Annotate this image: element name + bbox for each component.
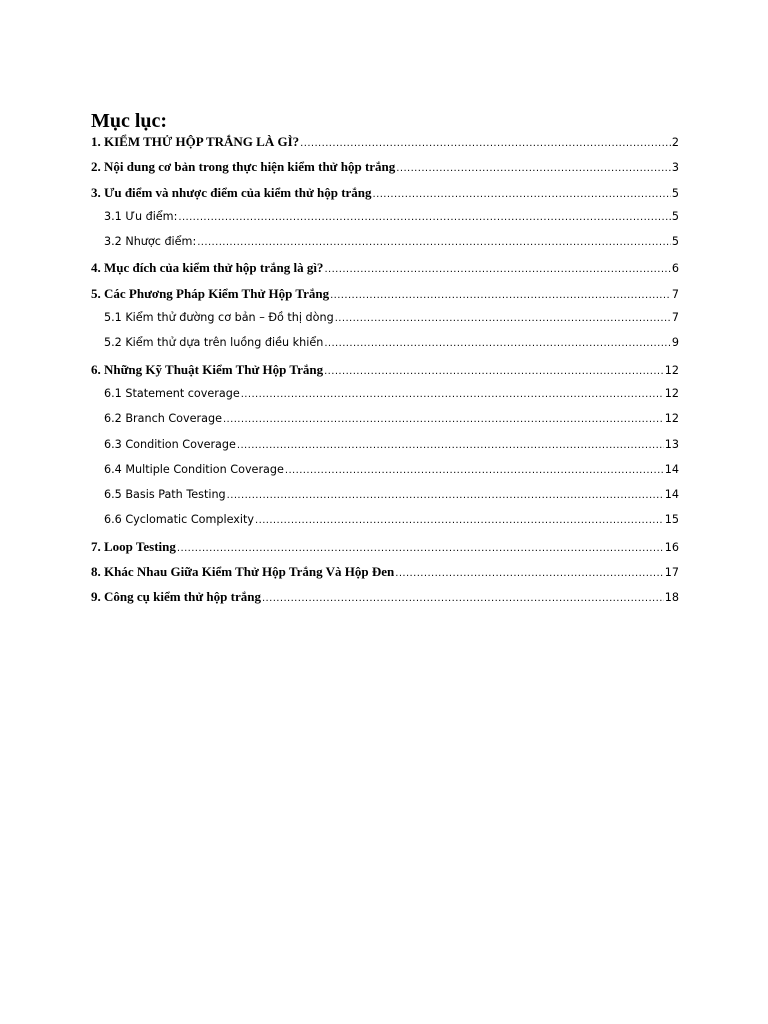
toc-entry-text: 8. Khác Nhau Giữa Kiểm Thử Hộp Trắng Và Hộp Đen bbox=[91, 564, 395, 580]
toc-entry-text: 5.2 Kiểm thử dựa trên luồng điều khiển bbox=[104, 336, 324, 350]
toc-entry[interactable] bbox=[91, 362, 679, 387]
toc-entry[interactable] bbox=[91, 159, 679, 184]
toc-page-number: 17 bbox=[664, 566, 679, 580]
toc-entry[interactable] bbox=[91, 260, 679, 285]
toc-dot-leader bbox=[335, 313, 671, 324]
toc-entry[interactable] bbox=[91, 336, 679, 361]
toc-page-number: 9 bbox=[671, 336, 679, 350]
toc-dot-leader bbox=[396, 163, 671, 174]
toc-dot-leader bbox=[373, 189, 671, 200]
toc-dot-leader bbox=[178, 212, 671, 223]
toc-entry[interactable] bbox=[91, 311, 679, 336]
toc-entry[interactable] bbox=[91, 513, 679, 538]
toc-entry-text: 1. KIỂM THỬ HỘP TRẮNG LÀ GÌ? bbox=[91, 134, 300, 149]
toc-entry[interactable] bbox=[91, 210, 679, 235]
toc-dot-leader bbox=[395, 568, 664, 579]
toc-entry-text: 6.1 Statement coverage bbox=[104, 386, 240, 400]
toc-entry-text: 6.3 Condition Coverage bbox=[104, 437, 236, 451]
toc-entry-text: 6.2 Branch Coverage bbox=[104, 412, 222, 426]
toc-dot-leader bbox=[227, 490, 664, 501]
table-of-contents bbox=[91, 108, 679, 615]
toc-entry-text: 3.2 Nhược điểm: bbox=[104, 235, 197, 249]
toc-dot-leader bbox=[300, 138, 671, 149]
toc-entry[interactable] bbox=[91, 463, 679, 488]
toc-title: Mục lục: bbox=[91, 110, 168, 132]
toc-entry-text: 4. Mục đích của kiểm thử hộp trắng là gì? bbox=[91, 260, 324, 276]
toc-entry-text: 3.1 Ưu điểm: bbox=[104, 209, 178, 223]
toc-page-number: 7 bbox=[671, 311, 679, 325]
toc-entry-text: 5. Các Phương Pháp Kiểm Thử Hộp Trắng bbox=[91, 285, 330, 301]
toc-page-number: 15 bbox=[664, 513, 679, 527]
toc-dot-leader bbox=[237, 440, 664, 451]
toc-entry-text: 6.5 Basis Path Testing bbox=[104, 488, 226, 502]
toc-dot-leader bbox=[197, 237, 671, 248]
toc-dot-leader bbox=[330, 290, 671, 301]
toc-entry-text: 9. Công cụ kiểm thử hộp trắng bbox=[91, 589, 261, 605]
toc-entry[interactable] bbox=[91, 185, 679, 210]
toc-dot-leader bbox=[177, 543, 664, 554]
toc-entry-text: 7. Loop Testing bbox=[91, 538, 176, 554]
toc-entry[interactable] bbox=[91, 438, 679, 463]
toc-page-number: 14 bbox=[664, 488, 679, 502]
toc-entry[interactable] bbox=[91, 539, 679, 564]
toc-entry[interactable] bbox=[91, 589, 679, 614]
toc-dot-leader bbox=[223, 414, 664, 425]
toc-entry-text: 3. Ưu điểm và nhược điểm của kiểm thử hộp trắng bbox=[91, 184, 372, 200]
toc-page-number: 2 bbox=[671, 136, 679, 149]
toc-entry-text: 6. Những Kỹ Thuật Kiểm Thử Hộp Trắng bbox=[91, 361, 324, 377]
toc-page-number: 14 bbox=[664, 462, 679, 476]
toc-page-number: 12 bbox=[664, 386, 679, 400]
toc-entry[interactable] bbox=[91, 387, 679, 412]
toc-dot-leader bbox=[324, 264, 670, 275]
toc-page-number: 5 bbox=[671, 186, 679, 200]
toc-entry-text: 2. Nội dung cơ bản trong thực hiện kiểm thử hộp trắng bbox=[91, 159, 396, 175]
toc-entry[interactable] bbox=[91, 235, 679, 260]
toc-dot-leader bbox=[241, 389, 664, 400]
toc-entry-text: 5.1 Kiểm thử đường cơ bản – Đồ thị dòng bbox=[104, 311, 334, 325]
toc-entry[interactable] bbox=[91, 488, 679, 513]
toc-entry-text: 6.6 Cyclomatic Complexity bbox=[104, 513, 255, 527]
toc-entry[interactable] bbox=[91, 564, 679, 589]
toc-page-number: 6 bbox=[671, 262, 679, 276]
toc-page-number: 13 bbox=[664, 437, 679, 451]
toc-entry-text: 6.4 Multiple Condition Coverage bbox=[104, 462, 284, 476]
toc-page-number: 12 bbox=[664, 412, 679, 426]
toc-dot-leader bbox=[324, 366, 664, 377]
toc-page-number: 3 bbox=[671, 161, 679, 175]
toc-page-number: 7 bbox=[671, 287, 679, 301]
toc-entry[interactable] bbox=[91, 412, 679, 437]
toc-page-number: 5 bbox=[671, 209, 679, 223]
toc-entry[interactable] bbox=[91, 134, 679, 159]
toc-page-number: 16 bbox=[664, 540, 679, 554]
toc-dot-leader bbox=[255, 515, 664, 526]
toc-list bbox=[91, 134, 679, 615]
toc-page-number: 12 bbox=[664, 363, 679, 377]
toc-dot-leader bbox=[262, 593, 664, 604]
toc-page-number: 18 bbox=[664, 591, 679, 605]
toc-entry[interactable] bbox=[91, 286, 679, 311]
toc-dot-leader bbox=[324, 338, 671, 349]
toc-page-number: 5 bbox=[671, 235, 679, 249]
toc-dot-leader bbox=[285, 465, 664, 476]
